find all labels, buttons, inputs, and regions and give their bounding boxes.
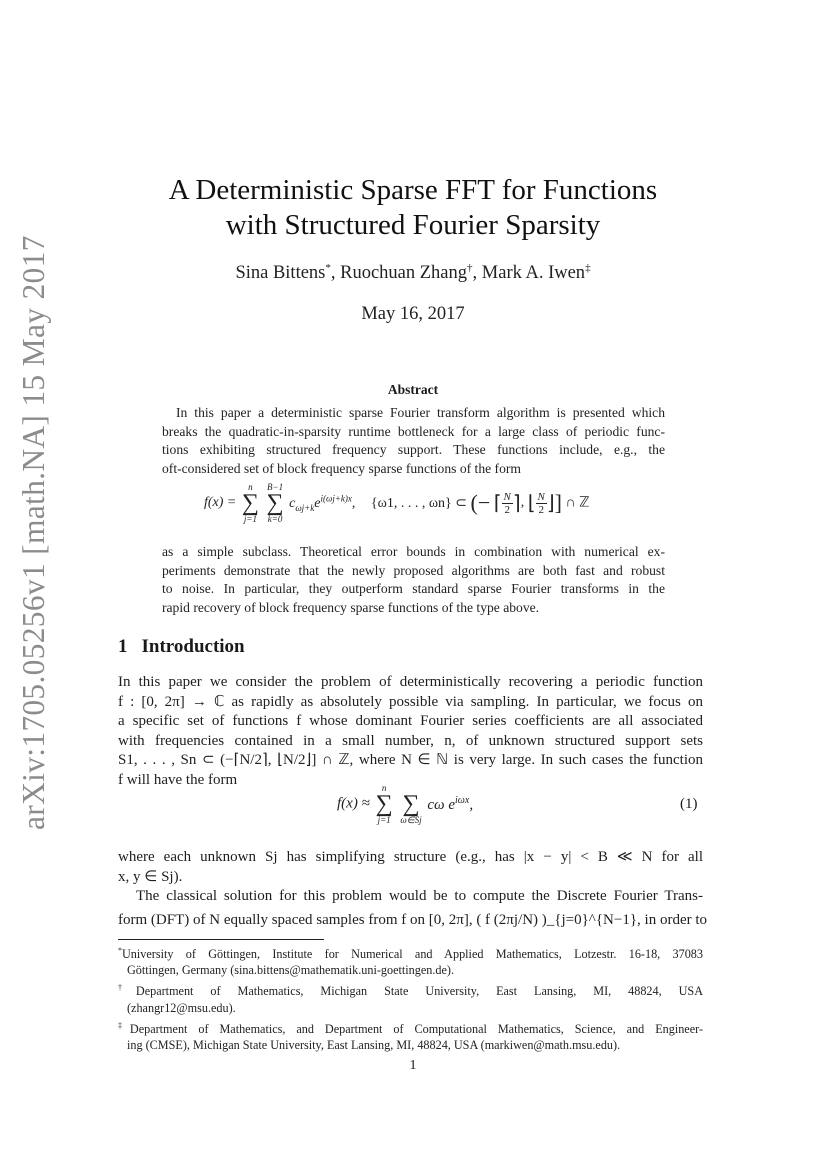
- footnote-mark: †: [118, 983, 136, 993]
- author-footnote-mark: *: [325, 262, 331, 274]
- formula-term: $c_{\omega j+k}e^{i(\omega j+k)x}$,: [289, 493, 356, 513]
- footnote-affiliation-3: ‡Department of Mathematics, and Department of Computational Mathematics, Science, and Engineer- ing (CMSE), Michigan State University, East Lansing, MI, 48824, USA (markiwen@math.msu.edu).: [118, 1020, 703, 1053]
- text-line: tions exhibiting structured frequency support. These functions include, e.g., the: [162, 442, 665, 458]
- author-name: Ruochuan Zhang: [340, 263, 468, 284]
- formula-tail: ∩ ℤ: [565, 495, 590, 511]
- footnote-separator: [118, 939, 324, 940]
- summation-j: n ∑ j=1: [375, 783, 393, 825]
- fraction-n-over-2: $\frac{N}{2}$: [503, 490, 511, 516]
- author-footnote-mark: †: [467, 262, 473, 274]
- text-line: with frequencies contained in a small number, n, of unknown structured support sets: [118, 732, 703, 749]
- paper-title-line-1: A Deterministic Sparse FFT for Functions: [168, 174, 658, 206]
- footnotes: [118, 941, 703, 1053]
- text-line: The classical solution for this problem would be to compute the Discrete Fourier Trans-: [136, 888, 703, 904]
- footnote-mark: ‡: [118, 1020, 130, 1030]
- text-line: In this paper we consider the problem of deterministically recovering a periodic function: [118, 674, 703, 690]
- intro-paragraph-3: [118, 887, 708, 930]
- equation-number: (1): [680, 796, 698, 812]
- section-title: Introduction: [141, 636, 245, 657]
- publication-date: May 16, 2017: [361, 304, 465, 324]
- text-line: to noise. In particular, they outperform standard sparse Fourier transforms in the: [162, 581, 665, 597]
- author-footnote-mark: ‡: [585, 262, 591, 274]
- text-line: where each unknown Sj has simplifying structure (e.g., has |x − y| < B ≪ N for all: [118, 849, 703, 865]
- footnote-mark: *: [118, 946, 122, 955]
- abstract-heading: Abstract: [387, 382, 439, 397]
- formula-interval-open: (−: [470, 490, 491, 515]
- footnote-affiliation-2: †Department of Mathematics, Michigan State University, East Lansing, MI, 48824, USA (zhangr12@msu.edu).: [118, 983, 704, 1015]
- summation-omega: ∑ ω∈Sj: [400, 791, 422, 825]
- text-line: f : [0, 2π] → ℂ as rapidly as absolutely possible via sampling. In particular, we focus on: [118, 693, 703, 710]
- abstract-formula: f(x) = n ∑ j=1 B−1 ∑ k=0 $c_{\omega j+k}e^{i(\omega j+k)x}$, {ω1, . . . , ωn} ⊂ (− ⌈ $\frac{N}{2}$ ⌉, ⌊ $\frac{N}{2}$ ⌋] ∩ ℤ: [204, 482, 590, 524]
- page-number: 1: [409, 1058, 417, 1073]
- author-list: Sina Bittens*, Ruochuan Zhang†, Mark A. Iwen‡: [235, 262, 591, 284]
- footnote-affiliation-1: *University of Göttingen, Institute for Numerical and Applied Mathematics, Lotzestr. 16-18, 37083 Göttingen, Germany (sina.bittens@mathematik.uni-goettingen.de).: [118, 946, 703, 978]
- summation-k: B−1 ∑ k=0: [266, 482, 284, 524]
- text-line: In this paper a deterministic sparse Fourier transform algorithm is presented which: [176, 405, 665, 420]
- equation-lhs: f(x) ≈: [337, 795, 370, 812]
- summation-j: n ∑ j=1: [241, 482, 259, 524]
- text-line: f will have the form: [118, 771, 238, 788]
- text-line: periments demonstrate that the newly proposed algorithms are both fast and robust: [162, 562, 665, 578]
- text-line: breaks the quadratic-in-sparsity runtime bottleneck for a large class of periodic func-: [162, 423, 665, 439]
- paper-title-line-2: with Structured Fourier Sparsity: [225, 209, 601, 241]
- intro-paragraph-1: [118, 673, 703, 791]
- text-line: S1, . . . , Sn ⊂ (−⌈N/2⌉, ⌊N/2⌋] ∩ ℤ, where N ∈ ℕ is very large. In such cases the function: [118, 752, 703, 769]
- formula-lhs: f(x) =: [204, 495, 237, 510]
- section-number: 1: [118, 636, 128, 657]
- text-line: x, y ∈ Sj).: [118, 868, 183, 885]
- formula-set: {ω1, . . . , ωn} ⊂: [370, 495, 467, 511]
- fraction-n-over-2: $\frac{N}{2}$: [537, 490, 545, 516]
- arxiv-identifier-stamp: arXiv:1705.05256v1 [math.NA] 15 May 2017: [16, 235, 51, 830]
- text-line: rapid recovery of block frequency sparse functions of the type above.: [162, 599, 540, 615]
- text-line: a specific set of functions f whose dominant Fourier series coefficients are all associated: [118, 713, 703, 730]
- section-heading: [118, 636, 245, 658]
- author-name: Sina Bittens: [235, 263, 326, 284]
- equation-term: cω $e^{i\omega x}$,: [427, 794, 474, 813]
- equation-1: [337, 783, 473, 825]
- abstract-paragraph-1: [162, 404, 665, 478]
- abstract-paragraph-2: [162, 543, 665, 617]
- intro-paragraph-2: [118, 848, 703, 887]
- text-line: as a simple subclass. Theoretical error bounds in combination with numerical ex-: [162, 544, 665, 559]
- author-name: Mark A. Iwen: [481, 263, 586, 284]
- text-line: oft-considered set of block frequency sparse functions of the form: [162, 460, 521, 476]
- text-line: form (DFT) of N equally spaced samples from f on [0, 2π], ( f (2πj/N) )_{j=0}^{N−1}, in order to: [118, 911, 708, 928]
